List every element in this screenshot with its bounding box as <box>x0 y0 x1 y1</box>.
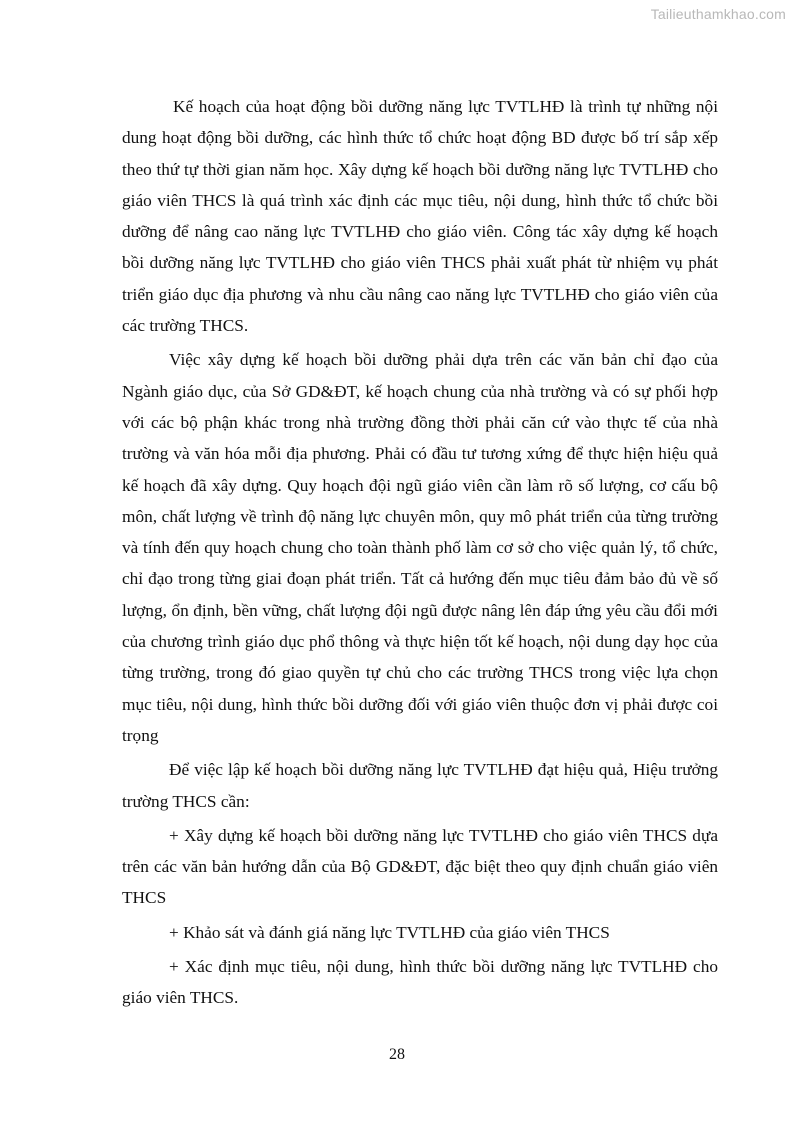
paragraph-plan-basis: Việc xây dựng kế hoạch bồi dưỡng phải dựa trên các văn bản chỉ đạo của Ngành giáo dục, của Sở GD&ĐT, kế hoạch chung của nhà trường và có sự phối hợp với các bộ phận khác trong nhà trường đồng thời phải căn cứ vào thực tế của nhà trường và văn hóa mỗi địa phương. Phải có đầu tư tương xứng để thực hiện hiệu quả kế hoạch đã xây dựng. Quy hoạch đội ngũ giáo viên cần làm rõ số lượng, cơ cấu bộ môn, chất lượng về trình độ năng lực chuyên môn, quy mô phát triển của từng trường và tính đến quy hoạch chung cho toàn thành phố làm cơ sở cho việc quản lý, tổ chức, chỉ đạo trong từng giai đoạn phát triển. Tất cả hướng đến mục tiêu đảm bảo đủ về số lượng, ổn định, bền vững, chất lượng đội ngũ được nâng lên đáp ứng yêu cầu đổi mới của chương trình giáo dục phổ thông và thực hiện tốt kế hoạch, nội dung dạy học của từng trường, trong đó giao quyền tự chủ cho các trường THCS trong việc lựa chọn mục tiêu, nội dung, hình thức bồi dưỡng đối với giáo viên thuộc đơn vị phải được coi trọng <box>122 350 718 745</box>
paragraph-plan-definition: Kế hoạch của hoạt động bồi dưỡng năng lực TVTLHĐ là trình tự những nội dung hoạt động bồi dưỡng, các hình thức tổ chức hoạt động BD được bố trí sắp xếp theo thứ tự thời gian năm học. Xây dựng kế hoạch bồi dưỡng năng lực TVTLHĐ cho giáo viên THCS là quá trình xác định các mục tiêu, nội dung, hình thức tổ chức bồi dưỡng để nâng cao năng lực TVTLHĐ cho giáo viên. Công tác xây dựng kế hoạch bồi dưỡng năng lực TVTLHĐ cho giáo viên THCS phải xuất phát từ nhiệm vụ phát triển giáo dục địa phương và nhu cầu nâng cao năng lực TVTLHĐ cho giáo viên của các trường THCS. <box>122 97 718 336</box>
list-item-define-goals: + Xác định mục tiêu, nội dung, hình thức bồi dưỡng năng lực TVTLHĐ cho giáo viên THCS. <box>122 957 718 1008</box>
page-number: 28 <box>389 1046 405 1063</box>
list-item-build-plan: + Xây dựng kế hoạch bồi dưỡng năng lực TVTLHĐ cho giáo viên THCS dựa trên các văn bản hướng dẫn của Bộ GD&ĐT, đặc biệt theo quy định chuẩn giáo viên THCS <box>122 825 718 908</box>
document-body <box>122 91 718 1017</box>
paragraph-principal-requirements: Để việc lập kế hoạch bồi dưỡng năng lực TVTLHĐ đạt hiệu quả, Hiệu trưởng trường THCS cần: <box>122 760 718 811</box>
list-item-survey: + Khảo sát và đánh giá năng lực TVTLHĐ của giáo viên THCS <box>169 922 610 942</box>
watermark: Tailieuthamkhao.com <box>650 6 786 22</box>
